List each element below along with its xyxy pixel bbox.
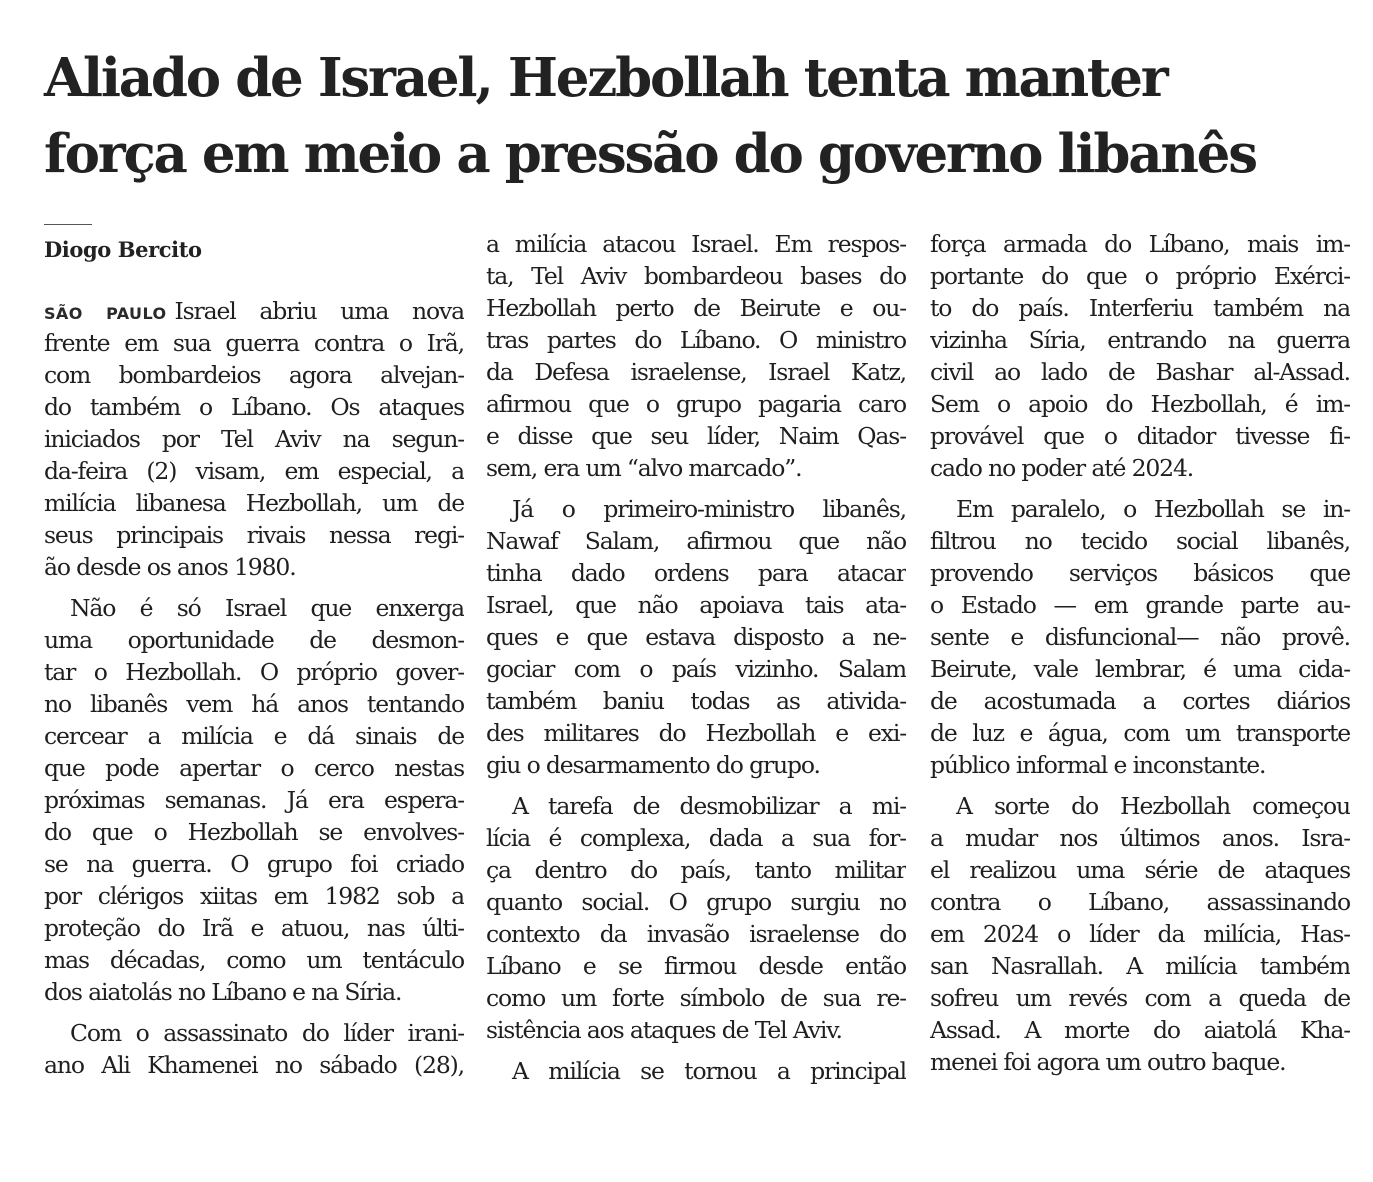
text-line: ça dentro do país, tanto militar <box>486 856 906 884</box>
text-line: Não é só Israel que enxerga <box>70 594 464 622</box>
text-line: Nawaf Salam, afirmou que não <box>486 527 906 555</box>
text-line: contra o Líbano, assassinando <box>930 888 1350 916</box>
text-line: e disse que seu líder, Naim Qas- <box>486 422 906 450</box>
text-line: tinha dado ordens para atacar <box>486 559 906 587</box>
text-line: Já o primeiro-ministro libanês, <box>512 495 906 523</box>
dateline: SÃO PAULO <box>44 304 167 323</box>
text-line: Com o assassinato do líder irani- <box>70 1019 464 1047</box>
text-line: SÃO PAULO Israel abriu uma nova <box>44 297 464 325</box>
text-line: ano Ali Khamenei no sábado (28), <box>44 1051 464 1079</box>
text-line: se na guerra. O grupo foi criado <box>44 850 464 878</box>
text-line: el realizou uma série de ataques <box>930 856 1350 884</box>
text-line: Sem o apoio do Hezbollah, é im- <box>930 390 1350 418</box>
text-line: sistência aos ataques de Tel Aviv. <box>486 1016 842 1044</box>
text-line: também baniu todas as ativida- <box>486 687 906 715</box>
text-line: mas décadas, como um tentáculo <box>44 946 464 974</box>
text-line: afirmou que o grupo pagaria caro <box>486 390 906 418</box>
byline: Diogo Bercito <box>44 237 202 262</box>
headline-line: Aliado de Israel, Hezbollah tenta manter <box>44 47 1167 109</box>
text-line: ques e que estava disposto a ne- <box>486 623 906 651</box>
text-line: da Defesa israelense, Israel Katz, <box>486 358 906 386</box>
text-line: proteção do Irã e atuou, nas últi- <box>44 914 464 942</box>
text-line: sente e disfuncional— não provê. <box>930 623 1350 651</box>
text-line: do também o Líbano. Os ataques <box>44 393 464 421</box>
text-line: em 2024 o líder da milícia, Has- <box>930 920 1350 948</box>
text-line: ta, Tel Aviv bombardeou bases do <box>486 262 906 290</box>
text-line: giu o desarmamento do grupo. <box>486 751 820 779</box>
text-line: san Nasrallah. A milícia também <box>930 952 1350 980</box>
text-line: Hezbollah perto de Beirute e ou- <box>486 294 906 322</box>
byline-rule <box>44 224 92 225</box>
text-line: sem, era um “alvo marcado”. <box>486 454 802 482</box>
text-line: público informal e inconstante. <box>930 751 1266 779</box>
text-line: ão desde os anos 1980. <box>44 553 296 581</box>
text-line: do que o Hezbollah se envolves- <box>44 818 464 846</box>
text-line: Israel, que não apoiava tais ata- <box>486 591 906 619</box>
text-line: a mudar nos últimos anos. Isra- <box>930 824 1350 852</box>
text-line: por clérigos xiitas em 1982 sob a <box>44 882 464 910</box>
text-line: A tarefa de desmobilizar a mi- <box>512 792 906 820</box>
text-line: gociar com o país vizinho. Salam <box>486 655 906 683</box>
text-line: vizinha Síria, entrando na guerra <box>930 326 1350 354</box>
text-line: uma oportunidade de desmon- <box>44 626 464 654</box>
text-line: civil ao lado de Bashar al-Assad. <box>930 358 1350 386</box>
text-line: iniciados por Tel Aviv na segun- <box>44 425 464 453</box>
text-line: da-feira (2) visam, em especial, a <box>44 457 464 485</box>
text-line: sofreu um revés com a queda de <box>930 984 1350 1012</box>
text-line: de luz e água, com um transporte <box>930 719 1350 747</box>
text-line: provendo serviços básicos que <box>930 559 1350 587</box>
text-line: Assad. A morte do aiatolá Kha- <box>930 1016 1350 1044</box>
text-line: com bombardeios agora alvejan- <box>44 361 464 389</box>
text-line: lícia é complexa, dada a sua for- <box>486 824 906 852</box>
text-line: Beirute, vale lembrar, é uma cida- <box>930 655 1350 683</box>
text-line: cado no poder até 2024. <box>930 454 1194 482</box>
text-line: seus principais rivais nessa regi- <box>44 521 464 549</box>
text-line: tar o Hezbollah. O próprio gover- <box>44 658 464 686</box>
text-line: Em paralelo, o Hezbollah se in- <box>956 495 1350 523</box>
text-line: próximas semanas. Já era espera- <box>44 786 464 814</box>
text-line: frente em sua guerra contra o Irã, <box>44 329 464 357</box>
text-line: contexto da invasão israelense do <box>486 920 906 948</box>
text-line: quanto social. O grupo surgiu no <box>486 888 906 916</box>
text-line: des militares do Hezbollah e exi- <box>486 719 906 747</box>
text-line: força armada do Líbano, mais im- <box>930 230 1350 258</box>
text-line: portante do que o próprio Exérci- <box>930 262 1350 290</box>
text-line: de acostumada a cortes diários <box>930 687 1350 715</box>
text-line: provável que o ditador tivesse fi- <box>930 422 1350 450</box>
text-line: filtrou no tecido social libanês, <box>930 527 1350 555</box>
text-line: o Estado — em grande parte au- <box>930 591 1350 619</box>
text-line: to do país. Interferiu também na <box>930 294 1350 322</box>
text-line: Líbano e se firmou desde então <box>486 952 906 980</box>
text-line: cercear a milícia e dá sinais de <box>44 722 464 750</box>
text-line: a milícia atacou Israel. Em respos- <box>486 230 906 258</box>
headline <box>44 40 1344 192</box>
text-line: A milícia se tornou a principal <box>512 1057 906 1085</box>
text-line: A sorte do Hezbollah começou <box>956 792 1350 820</box>
headline-line: força em meio a pressão do governo libanês <box>44 123 1256 185</box>
text-line: tras partes do Líbano. O ministro <box>486 326 906 354</box>
text-line: como um forte símbolo de sua re- <box>486 984 906 1012</box>
text-line: dos aiatolás no Líbano e na Síria. <box>44 978 402 1006</box>
text-line: menei foi agora um outro baque. <box>930 1048 1286 1076</box>
text-line: que pode apertar o cerco nestas <box>44 754 464 782</box>
text-line: milícia libanesa Hezbollah, um de <box>44 489 464 517</box>
text-line: no libanês vem há anos tentando <box>44 690 464 718</box>
